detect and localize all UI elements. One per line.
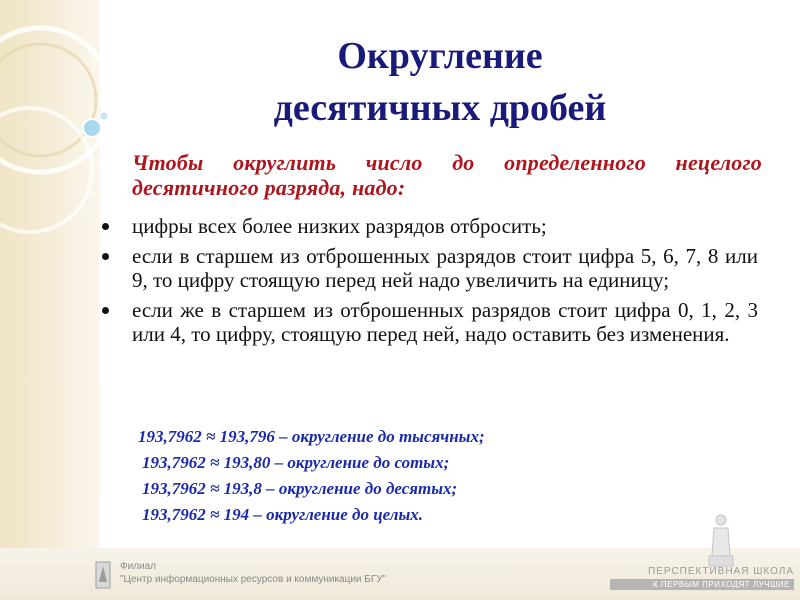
example-hundredths: 193,7962 ≈ 193,80 – округление до сотых; <box>142 453 450 472</box>
rule-intro: Чтобы округлить число до определенного нецелого десятичного разряда, надо: <box>132 150 762 200</box>
rule-item <box>98 244 758 292</box>
rule-list <box>98 214 758 352</box>
statue-icon <box>706 512 736 568</box>
rule-item-text: если в старшем из отброшенных разрядов стоит цифра 5, 6, 7, 8 или 9, то цифру стоящую перед ней надо увеличить на единицу; <box>132 244 758 292</box>
bullet-icon <box>102 223 109 230</box>
rule-item-text: цифры всех более низких разрядов отбросить; <box>132 214 547 238</box>
title-line-2: десятичных дробей <box>273 87 607 129</box>
slide-title <box>180 30 700 134</box>
bullet-icon <box>102 307 109 314</box>
title-line-1: Округление <box>337 35 543 77</box>
school-brand <box>610 566 794 590</box>
rule-item <box>98 214 758 238</box>
example-thousandths: 193,7962 ≈ 193,796 – округление до тысячных; <box>138 427 485 446</box>
org-credit-line-1: Филиал <box>120 561 157 572</box>
rule-item-text: если же в старшем из отброшенных разрядов стоит цифра 0, 1, 2, 3 или 4, то цифру, стоящую перед ней, надо оставить без изменения. <box>132 298 758 346</box>
org-logo-icon <box>94 560 112 590</box>
org-credit <box>120 560 386 586</box>
org-credit-line-2: "Центр информационных ресурсов и коммуникации БГУ" <box>120 574 387 585</box>
example-integers: 193,7962 ≈ 194 – округление до целых. <box>142 505 424 524</box>
rule-item <box>98 298 758 346</box>
brand-slogan: К ПЕРВЫМ ПРИХОДЯТ ЛУЧШИЕ <box>610 579 794 590</box>
examples-block <box>138 424 698 528</box>
bubble-large <box>83 119 101 137</box>
brand-name: ПЕРСПЕКТИВНАЯ ШКОЛА <box>648 566 794 577</box>
example-tenths: 193,7962 ≈ 193,8 – округление до десятых; <box>142 479 458 498</box>
bubble-small <box>100 112 108 120</box>
bullet-icon <box>102 253 109 260</box>
